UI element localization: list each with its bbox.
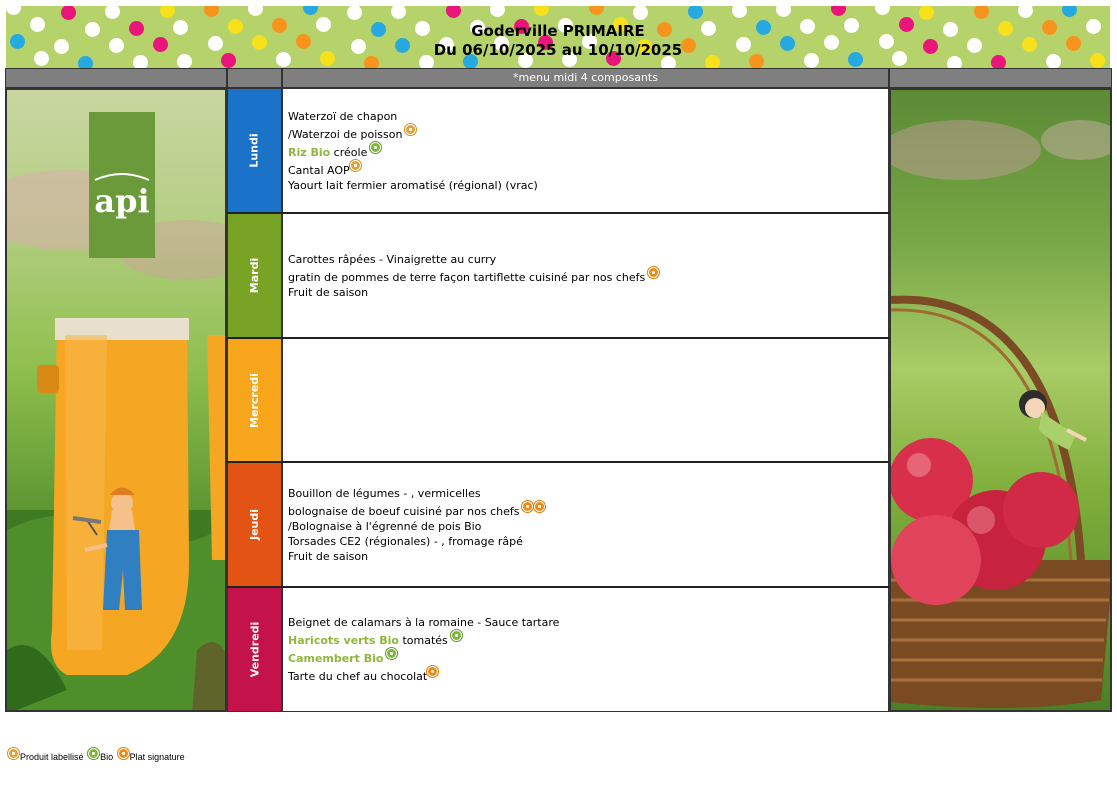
header-spacer-left (5, 68, 227, 88)
dish-name: Torsades CE2 (régionales) - , fromage râpé (288, 534, 523, 548)
row-divider (227, 212, 282, 214)
row-divider (227, 586, 282, 588)
day-name: Mercredi (248, 373, 262, 428)
menu-line (288, 666, 888, 684)
menu-line (288, 285, 888, 300)
menu-line (288, 534, 888, 549)
signature-dish-icon (522, 501, 533, 512)
bio-icon (88, 748, 99, 759)
row-divider (227, 337, 282, 339)
polka-dot (1062, 6, 1077, 17)
header-spacer-right (889, 68, 1112, 88)
dish-name: Fruit de saison (288, 549, 369, 563)
apple-basket-illustration (891, 90, 1112, 712)
polka-dot (1018, 6, 1033, 18)
boots-illustration (7, 90, 227, 712)
dish-name: Bouillon de légumes - , vermicelles (288, 486, 481, 500)
header-banner (6, 6, 1110, 68)
menu-line (288, 178, 888, 193)
dish-name: Waterzoï de chapon (288, 109, 398, 123)
polka-dot (974, 6, 989, 19)
menu-line (288, 160, 888, 178)
polka-dot (919, 6, 934, 20)
menu-cell-mardi (282, 213, 889, 338)
polka-dot (534, 6, 549, 16)
polka-dot (446, 6, 461, 18)
dish-name: Yaourt lait fermier aromatisé (régional) (vrac) (288, 178, 538, 192)
polka-dot (303, 6, 318, 15)
polka-dot (732, 6, 747, 18)
banner-title (6, 22, 1110, 60)
signature-dish-icon (118, 748, 129, 759)
dish-name: Carottes râpées - Vinaigrette au curry (288, 252, 497, 266)
bio-icon (386, 648, 397, 659)
row-divider (282, 461, 889, 463)
signature-dish-icon (427, 666, 438, 677)
menu-period: Du 06/10/2025 au 10/10/2025 (433, 41, 683, 59)
polka-dot (248, 6, 263, 16)
menu-line (288, 252, 888, 267)
polka-dot (160, 6, 175, 18)
day-name: Jeudi (248, 508, 261, 541)
polka-dot (875, 6, 890, 15)
menu-line (288, 501, 888, 519)
polka-dot (6, 6, 21, 15)
dish-name: Cantal AOP (288, 163, 350, 177)
school-name: Goderville PRIMAIRE (471, 22, 645, 40)
dish-name: Tarte du chef au chocolat (288, 670, 428, 683)
bio-dish-name: Camembert Bio (288, 652, 384, 665)
dish-name: Fruit de saison (288, 285, 369, 299)
day-name: Lundi (247, 133, 261, 168)
menu-line (288, 267, 888, 285)
api-logo: api (94, 182, 150, 220)
menu-line (288, 549, 888, 564)
menu-cell-vendredi (282, 587, 889, 712)
legend (8, 748, 187, 764)
legend-labelled: Produit labellisé (20, 752, 84, 762)
polka-dot (589, 6, 604, 15)
polka-dot (347, 6, 362, 20)
dish-name: Beignet de calamars à la romaine - Sauce tartare (288, 616, 560, 629)
labelled-product-icon (350, 160, 361, 171)
right-photo-apples (889, 88, 1112, 712)
dish-name: /Waterzoi de poisson (288, 127, 403, 141)
dish-name: bolognaise de boeuf cuisiné par nos chefs (288, 504, 520, 518)
header-spacer-day (227, 68, 282, 88)
menu-line (288, 124, 888, 142)
left-photo-boots (5, 88, 227, 712)
polka-dot (688, 6, 703, 19)
bio-dish-name: Riz Bio (288, 145, 331, 159)
menu-line (288, 109, 888, 124)
dish-name: gratin de pommes de terre façon tartiflette cuisiné par nos chefs (288, 270, 646, 284)
dish-name-suffix: créole (330, 145, 368, 159)
menu-subtitle: *menu midi 4 composants (282, 68, 889, 88)
bio-icon (370, 142, 381, 153)
bio-icon (451, 630, 462, 641)
labelled-product-icon (8, 748, 19, 759)
menu-line (288, 615, 888, 630)
row-divider (282, 212, 889, 214)
day-label-vendredi (227, 587, 282, 712)
day-label-mardi (227, 213, 282, 338)
menu-line (288, 142, 888, 160)
day-label-mercredi (227, 338, 282, 463)
polka-dot (61, 6, 76, 20)
menu-line (288, 648, 888, 666)
row-divider (227, 461, 282, 463)
polka-dot (831, 6, 846, 16)
day-label-lundi (227, 88, 282, 213)
row-divider (282, 586, 889, 588)
menu-cell-mercredi (282, 338, 889, 463)
signature-dish-icon (534, 501, 545, 512)
dish-name: /Bolognaise à l'égrenné de pois Bio (288, 519, 482, 533)
polka-dot (490, 6, 505, 17)
polka-dot (391, 6, 406, 19)
signature-dish-icon (648, 267, 659, 278)
menu-line (288, 630, 888, 648)
day-name: Mardi (247, 257, 261, 294)
labelled-product-icon (405, 124, 416, 135)
day-name: Vendredi (248, 621, 262, 678)
dish-name-suffix: tomatés (398, 634, 448, 647)
polka-dot (204, 6, 219, 17)
menu-line (288, 486, 888, 501)
row-divider (282, 337, 889, 339)
menu-cell-jeudi (282, 462, 889, 587)
menu-cell-lundi (282, 88, 889, 213)
day-label-jeudi (227, 462, 282, 587)
polka-dot (105, 6, 120, 19)
polka-dot (633, 6, 648, 20)
polka-dot (776, 6, 791, 17)
menu-line (288, 519, 888, 534)
legend-bio: Bio (100, 752, 114, 762)
legend-signature: Plat signature (129, 752, 185, 762)
bio-dish-name: Haricots verts Bio (288, 634, 399, 647)
